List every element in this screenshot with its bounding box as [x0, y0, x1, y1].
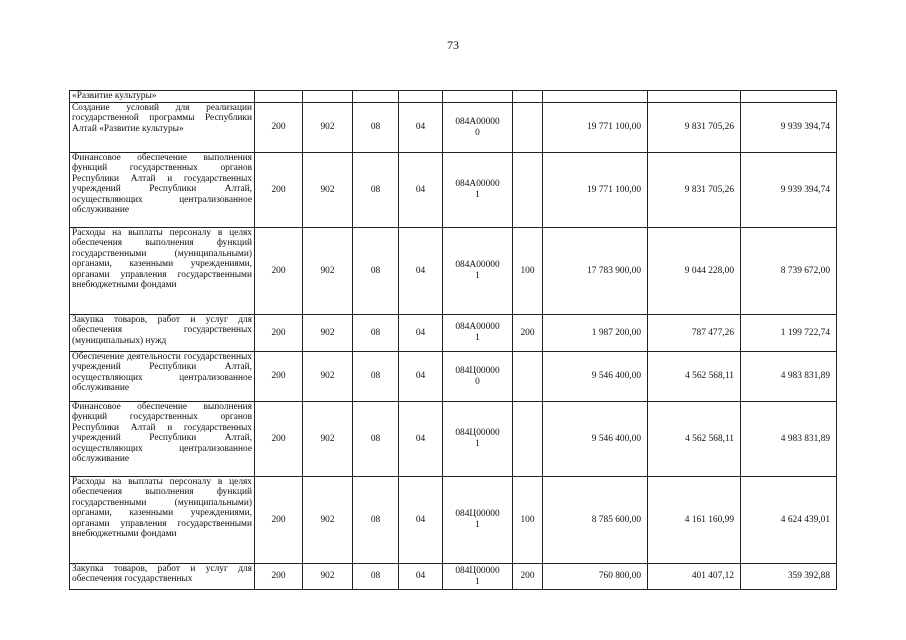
row-vr-cell	[513, 402, 543, 477]
row-sum1-cell: 760 800,00	[543, 564, 648, 590]
row-sum2-cell: 401 407,12	[648, 564, 741, 590]
row-col1-cell: 200	[255, 564, 303, 590]
table-row	[70, 228, 837, 315]
table-row	[70, 103, 837, 153]
table-row	[70, 564, 837, 590]
row-col2-cell: 902	[303, 103, 353, 153]
row-sum3-cell	[741, 91, 837, 103]
row-sum3-cell: 9 939 394,74	[741, 103, 837, 153]
row-sum1-cell	[543, 91, 648, 103]
row-code-cell: 084А00000 1	[443, 153, 513, 228]
row-sum3-cell: 9 939 394,74	[741, 153, 837, 228]
row-col2-cell: 902	[303, 402, 353, 477]
table-body	[70, 91, 837, 590]
row-col4-cell: 04	[399, 315, 443, 352]
row-sum3-cell: 4 983 831,89	[741, 352, 837, 402]
row-col1-cell: 200	[255, 315, 303, 352]
row-col4-cell: 04	[399, 103, 443, 153]
row-name-cell: Закупка товаров, работ и услуг для обеспечения государственных (муниципальных) нужд	[70, 315, 255, 352]
row-sum2-cell: 9 044 228,00	[648, 228, 741, 315]
row-col3-cell: 08	[353, 402, 399, 477]
row-col1-cell: 200	[255, 477, 303, 564]
row-vr-cell: 200	[513, 564, 543, 590]
budget-table	[69, 90, 837, 590]
row-col1-cell: 200	[255, 402, 303, 477]
row-vr-cell	[513, 352, 543, 402]
row-sum3-cell: 4 983 831,89	[741, 402, 837, 477]
row-sum1-cell: 19 771 100,00	[543, 103, 648, 153]
row-sum1-cell: 9 546 400,00	[543, 352, 648, 402]
row-col1-cell: 200	[255, 103, 303, 153]
row-code-cell	[443, 91, 513, 103]
table-row	[70, 91, 837, 103]
row-col4-cell: 04	[399, 564, 443, 590]
table-row	[70, 402, 837, 477]
row-col3-cell: 08	[353, 153, 399, 228]
table-row	[70, 153, 837, 228]
row-vr-cell: 200	[513, 315, 543, 352]
row-col3-cell: 08	[353, 352, 399, 402]
row-col2-cell: 902	[303, 352, 353, 402]
row-col2-cell: 902	[303, 315, 353, 352]
row-name-cell: Расходы на выплаты персоналу в целях обеспечения выполнения функций государственными (муниципальными) органами, казенными учреждениями, органами управления государственными внебюджетными фондами	[70, 477, 255, 564]
row-name-cell: Финансовое обеспечение выполнения функций государственных органов Республики Алтай и государственных учреждений Республики Алтай, осуществляющих централизованное обслуживание	[70, 153, 255, 228]
row-code-cell: 084Ц00000 1	[443, 402, 513, 477]
row-col1-cell: 200	[255, 228, 303, 315]
row-col2-cell: 902	[303, 564, 353, 590]
row-sum3-cell: 1 199 722,74	[741, 315, 837, 352]
row-col1-cell	[255, 91, 303, 103]
row-name-cell: Финансовое обеспечение выполнения функций государственных органов Республики Алтай и государственных учреждений Республики Алтай, осуществляющих централизованное обслуживание	[70, 402, 255, 477]
row-code-cell: 084А00000 1	[443, 315, 513, 352]
row-code-cell: 084Ц00000 1	[443, 477, 513, 564]
row-vr-cell: 100	[513, 228, 543, 315]
row-vr-cell: 100	[513, 477, 543, 564]
row-col3-cell: 08	[353, 564, 399, 590]
row-sum2-cell: 4 161 160,99	[648, 477, 741, 564]
table-row	[70, 477, 837, 564]
row-sum1-cell: 1 987 200,00	[543, 315, 648, 352]
row-sum2-cell: 787 477,26	[648, 315, 741, 352]
row-sum3-cell: 8 739 672,00	[741, 228, 837, 315]
row-col2-cell	[303, 91, 353, 103]
row-sum3-cell: 359 392,88	[741, 564, 837, 590]
row-code-cell: 084Ц00000 1	[443, 564, 513, 590]
row-col3-cell: 08	[353, 103, 399, 153]
row-vr-cell	[513, 91, 543, 103]
row-col2-cell: 902	[303, 153, 353, 228]
row-col3-cell	[353, 91, 399, 103]
row-sum1-cell: 8 785 600,00	[543, 477, 648, 564]
row-sum1-cell: 17 783 900,00	[543, 228, 648, 315]
row-col4-cell: 04	[399, 228, 443, 315]
row-sum2-cell: 9 831 705,26	[648, 103, 741, 153]
row-col1-cell: 200	[255, 352, 303, 402]
row-col4-cell: 04	[399, 477, 443, 564]
row-name-cell: Закупка товаров, работ и услуг для обеспечения государственных	[70, 564, 255, 590]
row-name-cell: Обеспечение деятельности государственных учреждений Республики Алтай, осуществляющих централизованное обслуживание	[70, 352, 255, 402]
row-col3-cell: 08	[353, 228, 399, 315]
row-sum2-cell	[648, 91, 741, 103]
row-name-cell: «Развитие культуры»	[70, 91, 255, 103]
row-sum2-cell: 4 562 568,11	[648, 352, 741, 402]
table-row	[70, 352, 837, 402]
row-name-cell: Расходы на выплаты персоналу в целях обеспечения выполнения функций государственными (муниципальными) органами, казенными учреждениями, органами управления государственными внебюджетными фондами	[70, 228, 255, 315]
row-col3-cell: 08	[353, 477, 399, 564]
row-sum1-cell: 9 546 400,00	[543, 402, 648, 477]
row-col3-cell: 08	[353, 315, 399, 352]
row-code-cell: 084А00000 1	[443, 228, 513, 315]
row-sum1-cell: 19 771 100,00	[543, 153, 648, 228]
row-col4-cell: 04	[399, 352, 443, 402]
row-sum2-cell: 4 562 568,11	[648, 402, 741, 477]
row-col4-cell	[399, 91, 443, 103]
row-sum2-cell: 9 831 705,26	[648, 153, 741, 228]
row-vr-cell	[513, 153, 543, 228]
row-col1-cell: 200	[255, 153, 303, 228]
row-code-cell: 084Ц00000 0	[443, 352, 513, 402]
row-sum3-cell: 4 624 439,01	[741, 477, 837, 564]
row-col4-cell: 04	[399, 153, 443, 228]
row-col4-cell: 04	[399, 402, 443, 477]
row-col2-cell: 902	[303, 228, 353, 315]
row-code-cell: 084А00000 0	[443, 103, 513, 153]
row-vr-cell	[513, 103, 543, 153]
row-col2-cell: 902	[303, 477, 353, 564]
row-name-cell: Создание условий для реализации государственной программы Республики Алтай «Развитие культуры»	[70, 103, 255, 153]
table-row	[70, 315, 837, 352]
page-number: 73	[447, 38, 459, 52]
